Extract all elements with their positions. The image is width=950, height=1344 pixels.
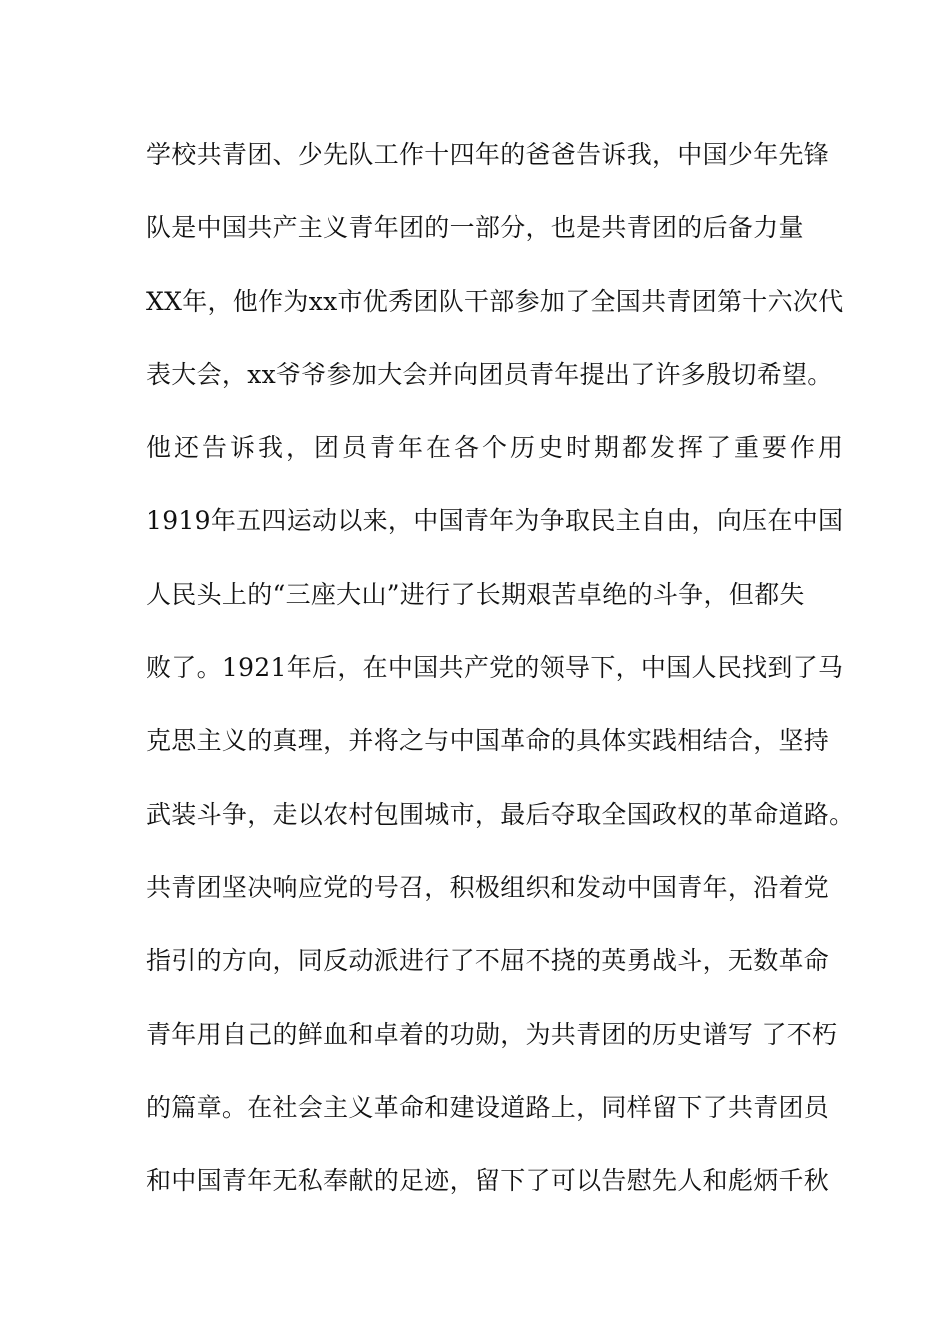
document-body [146, 133, 855, 1232]
text-line: 1919年五四运动以来，中国青年为争取民主自由，向压在中国 [146, 506, 844, 536]
text-line: 学校共青团、少先队工作十四年的爸爸告诉我，中国少年先锋 [146, 140, 830, 169]
text-line: XX年，他作为xx市优秀团队干部参加了全国共青团第十六次代 [146, 286, 844, 316]
text-line: 武装斗争，走以农村包围城市，最后夺取全国政权的革命道路。 [146, 799, 855, 829]
text-line: 他还告诉我，团员青年在各个历史时期都发挥了重要作用 [146, 433, 847, 463]
text-line: 共青团坚决响应党的号召，积极组织和发动中国青年，沿着党 [146, 872, 830, 902]
text-line: 败了。1921年后，在中国共产党的领导下，中国人民找到了马 [146, 653, 844, 683]
text-line: 克思主义的真理，并将之与中国革命的具体实践相结合，坚持 [146, 726, 830, 756]
text-line: 队是中国共产主义青年团的一部分，也是共青团的后备力量 [146, 213, 804, 243]
text-line: 表大会，xx爷爷参加大会并向团员青年提出了许多殷切希望。 [146, 359, 833, 389]
text-line: 青年用自己的鲜血和卓着的功勋，为共青团的历史谱写 了不朽 [146, 1019, 838, 1049]
text-line: 人民头上的“三座大山”进行了长期艰苦卓绝的斗争，但都失 [146, 579, 805, 609]
text-line: 的篇章。在社会主义革命和建设道路上，同样留下了共青团员 [146, 1092, 830, 1122]
text-line: 和中国青年无私奉献的足迹，留下了可以告慰先人和彪炳千秋 [146, 1166, 830, 1196]
text-line: 指引的方向，同反动派进行了不屈不挠的英勇战斗，无数革命 [146, 946, 830, 976]
